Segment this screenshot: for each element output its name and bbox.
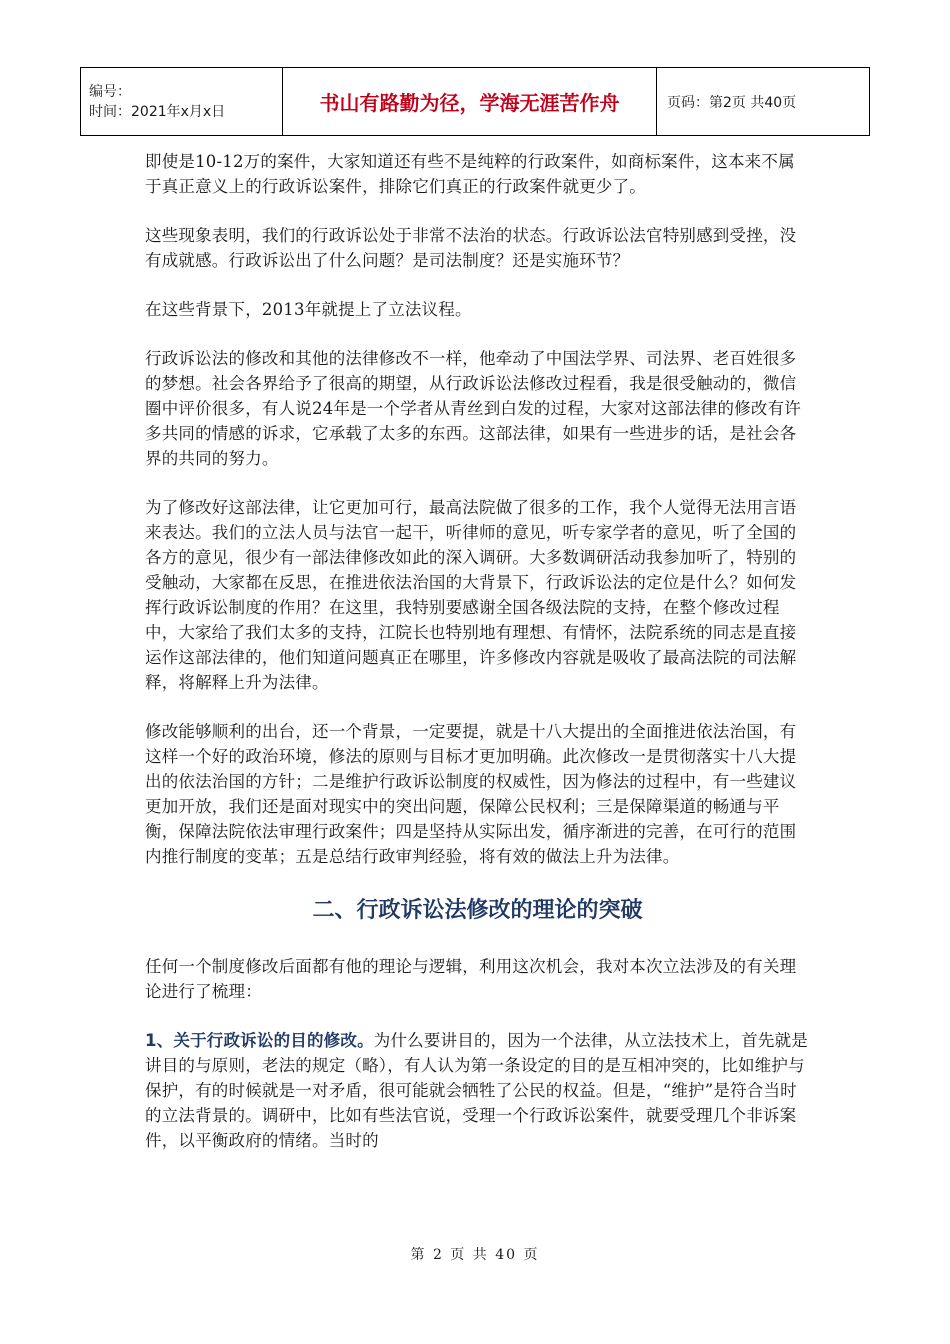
- header-meta: [81, 68, 283, 135]
- body-paragraph: 这些现象表明，我们的行政诉讼处于非常不法治的状态。行政诉讼法官特别感到受挫，没有成就感。行政诉讼出了什么问题？是司法制度？还是实施环节？: [145, 226, 797, 270]
- page-footer: 第 2 页 共 40 页: [410, 1247, 540, 1263]
- body-paragraph: 在这些背景下，2013年就提上了立法议程。: [145, 300, 472, 319]
- list-item-1: [145, 1028, 810, 1153]
- page-header: [80, 67, 870, 136]
- document-time-label: 时间：2021年x月x日: [89, 103, 226, 120]
- header-page-label: 页码：第2页 共40页: [667, 94, 797, 111]
- list-item-1-lead: 1、关于行政诉讼的目的修改。: [145, 1031, 374, 1050]
- list-item-1-text: 为什么要讲目的，因为一个法律，从立法技术上，首先就是讲目的与原则，老法的规定（略），有人认为第一条设定的目的是互相冲突的，比如维护与保护，有的时候就是一对矛盾，很可能就会牺牲了公民的权益。但是，“维护”是符合当时的立法背景的。调研中，比如有些法官说，受理一个行政诉讼案件，就要受理几个非诉案件，以平衡政府的情绪。当时的: [145, 1031, 808, 1150]
- document-body: [145, 149, 810, 1177]
- section-heading: 二、行政诉讼法修改的理论的突破: [312, 898, 643, 923]
- header-motto: 书山有路勤为径，学海无涯苦作舟: [283, 68, 657, 135]
- body-paragraph: 行政诉讼法的修改和其他的法律修改不一样，他牵动了中国法学界、司法界、老百姓很多的梦想。社会各界给予了很高的期望，从行政诉讼法修改过程看，我是很受触动的，微信圈中评价很多，有人说24年是一个学者从青丝到白发的过程，大家对这部法律的修改有许多共同的情感的诉求，它承载了太多的东西。这部法律，如果有一些进步的话，是社会各界的共同的努力。: [145, 349, 801, 468]
- section-intro: 任何一个制度修改后面都有他的理论与逻辑，利用这次机会，我对本次立法涉及的有关理论进行了梳理：: [145, 957, 797, 1001]
- body-paragraph: 即使是10-12万的案件，大家知道还有些不是纯粹的行政案件，如商标案件，这本来不属于真正意义上的行政诉讼案件，排除它们真正的行政案件就更少了。: [145, 152, 795, 196]
- body-paragraph: 修改能够顺利的出台，还一个背景，一定要提，就是十八大提出的全面推进依法治国，有这样一个好的政治环境，修法的原则与目标才更加明确。此次修改一是贯彻落实十八大提出的依法治国的方针；二是维护行政诉讼制度的权威性，因为修法的过程中，有一些建议更加开放，我们还是面对现实中的突出问题，保障公民权利；三是保障渠道的畅通与平衡，保障法院依法审理行政案件；四是坚持从实际出发，循序渐进的完善，在可行的范围内推行制度的变革；五是总结行政审判经验，将有效的做法上升为法律。: [145, 722, 797, 866]
- document-number-label: 编号：: [89, 83, 131, 100]
- body-paragraph: 为了修改好这部法律，让它更加可行，最高法院做了很多的工作，我个人觉得无法用言语来表达。我们的立法人员与法官一起干，听律师的意见，听专家学者的意见，听了全国的各方的意见，很少有一部法律修改如此的深入调研。大多数调研活动我参加听了，特别的受触动，大家都在反思，在推进依法治国的大背景下，行政诉讼法的定位是什么？如何发挥行政诉讼制度的作用？在这里，我特别要感谢全国各级法院的支持，在整个修改过程中，大家给了我们太多的支持，江院长也特别地有理想、有情怀，法院系统的同志是直接运作这部法律的，他们知道问题真正在哪里，许多修改内容就是吸收了最高法院的司法解释，将解释上升为法律。: [145, 498, 797, 692]
